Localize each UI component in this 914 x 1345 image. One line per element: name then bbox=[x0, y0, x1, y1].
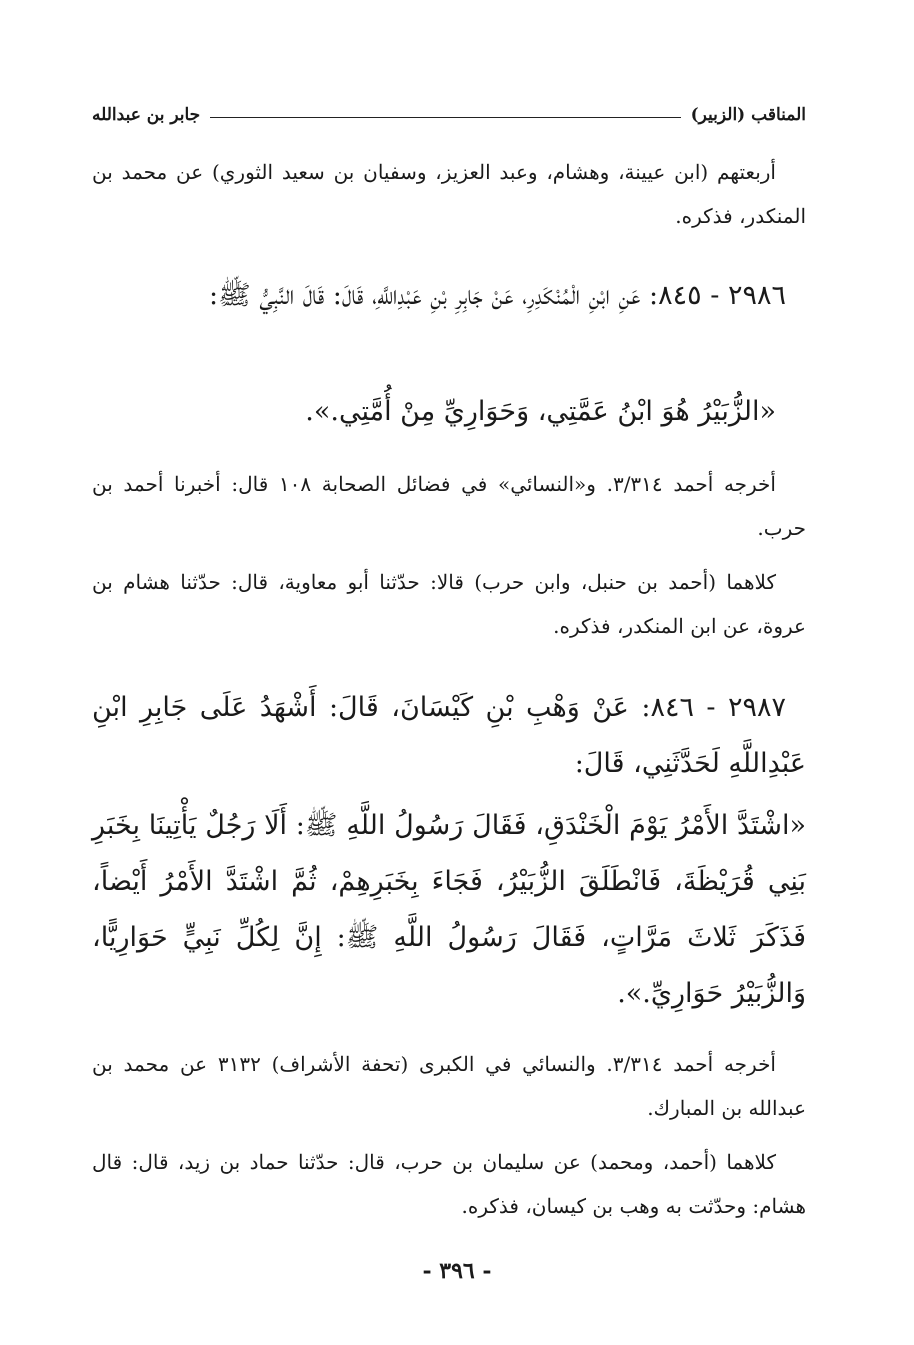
paragraph-isnad-note bbox=[92, 560, 806, 648]
hadith-2987-isnad bbox=[92, 680, 806, 792]
takhrij-text: أخرجه أحمد ٣/٣١٤. و«النسائي» في فضائل الصحابة ١٠٨ قال: أخبرنا أحمد بن حرب. bbox=[92, 472, 806, 540]
hadith-isnad-text: ٢٩٨٦ - ٨٤٥: عَنِ ابْنِ الْمُنْكَدِرِ، عَنْ جَابِرِ بْنِ عَبْدِاللَّهِ، قَالَ: قَالَ النَّبِيُّ ﷺ: bbox=[209, 280, 786, 311]
paragraph-takhrij bbox=[92, 462, 806, 550]
header-section-title: جابر بن عبدالله bbox=[92, 105, 201, 125]
hadith-isnad-text: ٢٩٨٧ - ٨٤٦: عَنْ وَهْبِ بْنِ كَيْسَانَ، قَالَ: أَشْهَدُ عَلَى جَابِرِ ابْنِ عَبْدِاللَّهِ لَحَدَّثَنِي، قَالَ: bbox=[92, 692, 806, 779]
header-rule bbox=[210, 117, 680, 118]
hadith-2986-matn bbox=[92, 384, 806, 440]
hadith-matn-text: «الزُّبَيْرُ هُوَ ابْنُ عَمَّتِي، وَحَوَارِيِّ مِنْ أُمَّتِي.». bbox=[305, 396, 776, 427]
paragraph-isnad-note bbox=[92, 1140, 806, 1228]
note-text: أربعتهم (ابن عيينة، وهشام، وعبد العزيز، وسفيان بن سعيد الثوري) عن محمد بن المنكدر، فذكره. bbox=[92, 160, 806, 228]
page-number: - ٣٩٦ - bbox=[422, 1258, 492, 1284]
hadith-2987-matn bbox=[92, 798, 806, 1022]
header-chapter-title: المناقب (الزبير) bbox=[690, 105, 806, 125]
isnad-note-text: كلاهما (أحمد، ومحمد) عن سليمان بن حرب، قال: حدّثنا حماد بن زيد، قال: قال هشام: وحدّثت به وهب بن كيسان، فذكره. bbox=[92, 1150, 806, 1218]
hadith-2986-isnad bbox=[92, 268, 806, 324]
hadith-matn-text: «اشْتَدَّ الأَمْرُ يَوْمَ الْخَنْدَقِ، فَقَالَ رَسُولُ اللَّهِ ﷺ: أَلَا رَجُلٌ يَأْتِينَا بِخَبَرِ بَنِي قُرَيْظَةَ، فَانْطَلَقَ الزُّبَيْرُ، فَجَاءَ بِخَبَرِهِمْ، ثُمَّ اشْتَدَّ الأَمْرُ أَيْضاً، فَذَكَرَ ثَلاثَ مَرَّاتٍ، فَقَالَ رَسُولُ اللَّهِ ﷺ: إِنَّ لِكُلِّ نَبِيٍّ حَوَارِيًّا، وَالزُّبَيْرُ حَوَارِيِّ.». bbox=[92, 810, 806, 1009]
paragraph-note bbox=[92, 150, 806, 238]
paragraph-takhrij bbox=[92, 1042, 806, 1130]
takhrij-text: أخرجه أحمد ٣/٣١٤. والنسائي في الكبرى (تحفة الأشراف) ٣١٣٢ عن محمد بن عبدالله بن المبارك. bbox=[92, 1052, 806, 1120]
isnad-note-text: كلاهما (أحمد بن حنبل، وابن حرب) قالا: حدّثنا أبو معاوية، قال: حدّثنا هشام بن عروة، عن ابن المنكدر، فذكره. bbox=[92, 570, 806, 638]
running-header bbox=[92, 98, 806, 132]
